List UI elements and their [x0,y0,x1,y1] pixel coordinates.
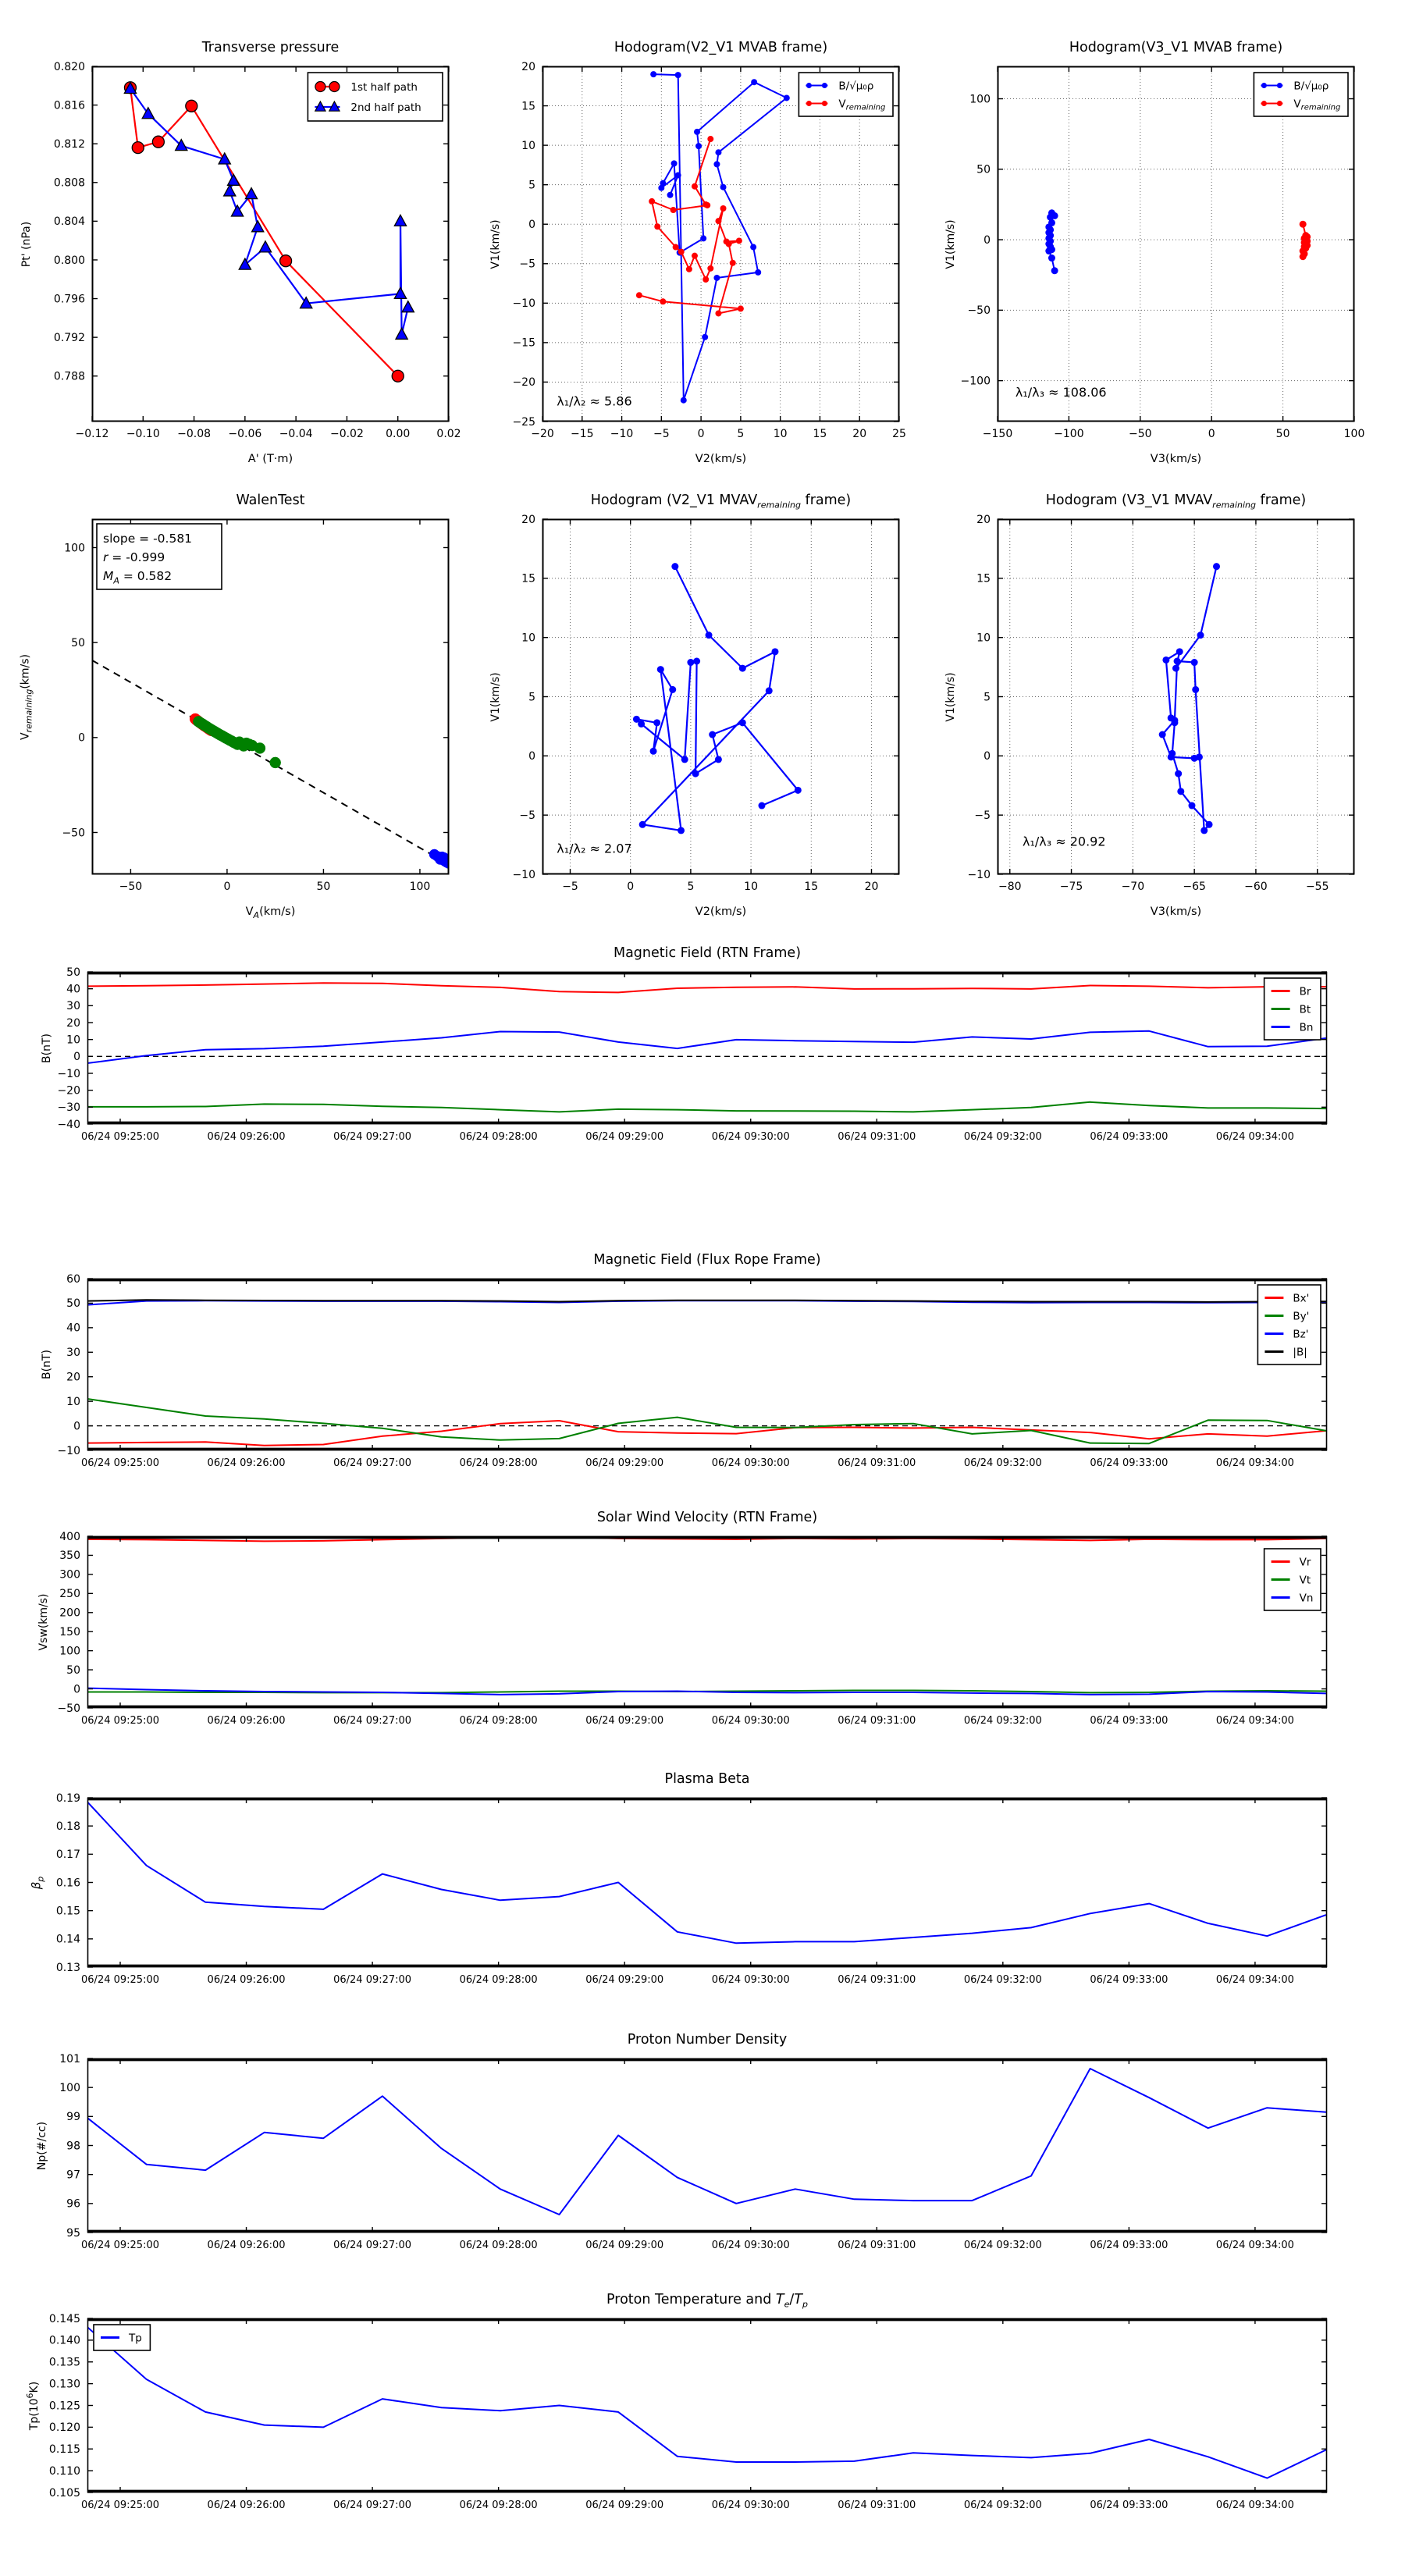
svg-text:5: 5 [528,179,535,192]
plot-area [967,513,1354,893]
svg-text:06/24 09:31:00: 06/24 09:31:00 [838,1974,916,1986]
svg-text:−20: −20 [512,376,535,390]
svg-text:0.02: 0.02 [436,428,461,440]
svg-text:0.17: 0.17 [55,1848,80,1862]
svg-text:20: 20 [864,881,879,893]
svg-text:Vt: Vt [1299,1574,1311,1587]
svg-text:06/24 09:29:00: 06/24 09:29:00 [585,1457,664,1469]
svg-text:0.140: 0.140 [48,2334,80,2347]
svg-text:MA = 0.582: $M_A = 0.582$ [103,569,173,586]
svg-text:06/24 09:31:00: 06/24 09:31:00 [838,1715,916,1727]
proton-density-plot [36,2032,1327,2251]
svg-text:06/24 09:34:00: 06/24 09:34:00 [1215,2240,1294,2251]
svg-text:350: 350 [59,1550,80,1563]
svg-text:−55: −55 [1305,881,1329,893]
x-axis-label: A' (T·m) [247,453,293,465]
svg-text:10: 10 [521,632,535,645]
svg-text:Bz': Bz' [1293,1328,1309,1341]
y-axis-label: B(nT) [41,1350,53,1379]
svg-text:06/24 09:28:00: 06/24 09:28:00 [459,1457,538,1469]
svg-text:−70: −70 [1121,881,1145,893]
svg-text:0.115: 0.115 [48,2443,80,2457]
svg-text:0.18: 0.18 [55,1820,80,1833]
svg-text:06/24 09:33:00: 06/24 09:33:00 [1090,1457,1168,1469]
svg-text:100: 100 [59,2081,80,2094]
svg-text:06/24 09:31:00: 06/24 09:31:00 [838,2240,916,2251]
svg-text:06/24 09:31:00: 06/24 09:31:00 [838,2500,916,2511]
walen-test-plot [19,493,449,920]
hodogram-v2v1-mvav-plot [489,493,899,918]
svg-text:300: 300 [59,1568,80,1582]
svg-text:−60: −60 [1244,881,1268,893]
y-axis-label: V1(km/s) [489,671,502,722]
svg-text:0.120: 0.120 [48,2421,80,2435]
svg-text:0.13: 0.13 [55,1961,80,1974]
svg-text:−5: −5 [519,258,535,271]
svg-text:06/24 09:25:00: 06/24 09:25:00 [81,1131,159,1143]
solar-wind-velocity-plot [37,1510,1327,1727]
svg-text:−50: −50 [967,304,991,318]
svg-text:06/24 09:34:00: 06/24 09:34:00 [1215,1715,1294,1727]
svg-text:06/24 09:31:00: 06/24 09:31:00 [838,1131,916,1143]
svg-text:−5: −5 [562,881,578,893]
svg-text:λ₁/λ₂ ≈ 2.07: λ₁/λ₂ ≈ 2.07 [557,841,632,856]
svg-text:06/24 09:27:00: 06/24 09:27:00 [333,1974,412,1986]
svg-text:Vn: Vn [1299,1592,1314,1605]
svg-text:5: 5 [984,691,991,704]
svg-text:96: 96 [66,2197,80,2211]
svg-text:06/24 09:30:00: 06/24 09:30:00 [711,1131,790,1143]
svg-text:Tp: Tp [129,2332,142,2345]
svg-text:1st half path: 1st half path [350,80,418,94]
plot-area [57,966,1327,1143]
svg-text:−0.06: −0.06 [228,428,262,440]
plot-area [960,66,1365,440]
svg-text:50: 50 [1275,428,1290,440]
hodogram-v3v1-mvav-plot [944,493,1354,918]
svg-text:−10: −10 [57,1444,80,1457]
svg-text:99: 99 [66,2111,80,2124]
svg-text:B/√μ₀ρ: B/√μ₀ρ [1293,80,1329,93]
svg-text:0: 0 [1208,428,1215,440]
svg-text:−10: −10 [610,428,634,440]
svg-text:15: 15 [804,881,819,893]
svg-text:λ₁/λ₃ ≈ 108.06: λ₁/λ₃ ≈ 108.06 [1015,385,1107,400]
svg-text:Bn: Bn [1299,1021,1314,1034]
y-axis-label: V1(km/s) [944,671,957,722]
svg-text:0.14: 0.14 [55,1933,80,1946]
x-axis-label: $V_A(km/s)$ [245,906,296,920]
svg-text:100: 100 [409,881,431,893]
svg-text:0: 0 [627,881,635,893]
svg-text:06/24 09:29:00: 06/24 09:29:00 [585,2240,664,2251]
svg-text:06/24 09:28:00: 06/24 09:28:00 [459,2500,538,2511]
y-axis-label: B(nT) [41,1033,53,1063]
svg-text:0.135: 0.135 [48,2356,80,2369]
svg-text:97: 97 [66,2169,80,2182]
svg-text:20: 20 [66,1016,80,1030]
svg-text:06/24 09:25:00: 06/24 09:25:00 [81,1715,159,1727]
svg-text:06/24 09:32:00: 06/24 09:32:00 [963,1457,1042,1469]
svg-text:−10: −10 [512,297,535,311]
svg-text:06/24 09:30:00: 06/24 09:30:00 [711,1974,790,1986]
plot-area [55,1791,1327,1986]
svg-text:0.00: 0.00 [386,428,411,440]
svg-text:20: 20 [852,428,867,440]
svg-text:0.16: 0.16 [55,1877,80,1890]
proton-temperature-plot [25,2292,1327,2511]
svg-text:60: 60 [66,1272,80,1286]
svg-text:40: 40 [66,983,80,996]
svg-text:0: 0 [78,731,85,745]
svg-text:06/24 09:26:00: 06/24 09:26:00 [207,1974,286,1986]
svg-text:−10: −10 [512,868,535,881]
svg-text:0: 0 [528,750,535,763]
svg-text:Bx': Bx' [1293,1292,1310,1305]
svg-text:06/24 09:32:00: 06/24 09:32:00 [963,1974,1042,1986]
plasma-beta-plot [29,1771,1327,1986]
svg-text:06/24 09:28:00: 06/24 09:28:00 [459,1715,538,1727]
svg-text:B/√μ₀ρ: B/√μ₀ρ [838,80,874,93]
plot-title: Hodogram(V2_V1 MVAB frame) [614,40,828,55]
svg-text:−80: −80 [998,881,1022,893]
svg-text:−15: −15 [512,336,535,350]
svg-text:−0.12: −0.12 [75,428,109,440]
svg-text:06/24 09:30:00: 06/24 09:30:00 [711,1457,790,1469]
svg-text:06/24 09:32:00: 06/24 09:32:00 [963,2500,1042,2511]
svg-text:−0.08: −0.08 [177,428,212,440]
x-axis-label: V3(km/s) [1150,906,1202,918]
svg-text:0.788: 0.788 [53,370,85,383]
svg-text:30: 30 [66,1000,80,1013]
svg-text:06/24 09:30:00: 06/24 09:30:00 [711,2500,790,2511]
svg-text:0.796: 0.796 [53,293,85,306]
svg-text:06/24 09:25:00: 06/24 09:25:00 [81,2240,159,2251]
svg-text:Bt: Bt [1299,1003,1311,1016]
svg-text:20: 20 [521,513,535,526]
svg-text:50: 50 [66,1663,80,1677]
svg-text:06/24 09:25:00: 06/24 09:25:00 [81,1457,159,1469]
svg-text:20: 20 [521,60,535,73]
y-axis-label: V1(km/s) [489,219,502,269]
svg-text:0.808: 0.808 [53,176,85,190]
plot-area [57,1272,1327,1469]
plot-title: Magnetic Field (RTN Frame) [613,945,802,961]
svg-text:06/24 09:28:00: 06/24 09:28:00 [459,2240,538,2251]
plot-area [59,2052,1327,2251]
svg-text:0.812: 0.812 [53,137,85,151]
svg-text:50: 50 [66,1297,80,1311]
svg-text:06/24 09:32:00: 06/24 09:32:00 [963,1715,1042,1727]
svg-text:5: 5 [687,881,695,893]
svg-text:06/24 09:29:00: 06/24 09:29:00 [585,1715,664,1727]
svg-text:06/24 09:31:00: 06/24 09:31:00 [838,1457,916,1469]
svg-text:r = -0.999: r = -0.999 [103,550,165,564]
svg-text:−5: −5 [653,428,670,440]
svg-text:250: 250 [59,1588,80,1601]
plot-area [512,513,899,893]
plot-title: Hodogram (V3_V1 $MVAV_{remaining}$ frame) [1045,493,1307,511]
svg-text:−10: −10 [57,1067,80,1080]
svg-text:−5: −5 [974,809,991,822]
svg-text:06/24 09:26:00: 06/24 09:26:00 [207,2240,286,2251]
svg-text:06/24 09:33:00: 06/24 09:33:00 [1090,2240,1168,2251]
plot-area [62,519,449,893]
y-axis-label: $V_{remaining}(km/s)$ [19,653,34,740]
svg-text:15: 15 [521,572,535,585]
plot-area [512,60,906,440]
svg-text:06/24 09:27:00: 06/24 09:27:00 [333,2500,412,2511]
svg-text:By': By' [1293,1310,1310,1323]
svg-text:10: 10 [521,139,535,152]
svg-text:10: 10 [773,428,788,440]
plot-title: Plasma Beta [664,1771,750,1787]
svg-text:06/24 09:29:00: 06/24 09:29:00 [585,2500,664,2511]
svg-text:−20: −20 [531,428,554,440]
svg-text:−100: −100 [1054,428,1084,440]
svg-text:50: 50 [976,163,991,176]
svg-text:06/24 09:33:00: 06/24 09:33:00 [1090,2500,1168,2511]
svg-text:−100: −100 [960,375,991,388]
svg-text:0: 0 [984,750,991,763]
plot-area [53,60,461,440]
svg-text:10: 10 [66,1395,80,1408]
svg-text:−0.02: −0.02 [329,428,364,440]
svg-text:06/24 09:34:00: 06/24 09:34:00 [1215,1131,1294,1143]
svg-text:06/24 09:28:00: 06/24 09:28:00 [459,1131,538,1143]
svg-text:06/24 09:26:00: 06/24 09:26:00 [207,1457,286,1469]
svg-text:Vremaining: $V_{remaining}$ [838,98,886,112]
svg-text:−50: −50 [62,827,85,840]
svg-text:0.15: 0.15 [55,1905,80,1918]
plot-title: Hodogram (V2_V1 $MVAV_{remaining}$ frame) [590,493,852,511]
svg-text:−65: −65 [1183,881,1206,893]
svg-text:−0.04: −0.04 [279,428,313,440]
svg-text:40: 40 [66,1322,80,1335]
plot-title: Proton Number Density [627,2032,788,2048]
svg-text:20: 20 [976,513,991,526]
svg-text:−75: −75 [1059,881,1083,893]
svg-text:200: 200 [59,1606,80,1620]
svg-text:λ₁/λ₂ ≈ 5.86: λ₁/λ₂ ≈ 5.86 [557,393,632,409]
svg-text:06/24 09:30:00: 06/24 09:30:00 [711,2240,790,2251]
svg-text:06/24 09:29:00: 06/24 09:29:00 [585,1974,664,1986]
svg-text:15: 15 [521,100,535,113]
svg-text:06/24 09:33:00: 06/24 09:33:00 [1090,1131,1168,1143]
svg-text:150: 150 [59,1626,80,1639]
svg-text:10: 10 [744,881,759,893]
magnetic-field-flux-rope-plot [41,1252,1327,1469]
svg-text:06/24 09:27:00: 06/24 09:27:00 [333,1715,412,1727]
svg-text:−20: −20 [57,1084,80,1098]
plot-title: Magnetic Field (Flux Rope Frame) [593,1252,821,1268]
x-axis-label: V2(km/s) [695,906,747,918]
svg-text:0.804: 0.804 [53,215,85,229]
svg-text:06/24 09:32:00: 06/24 09:32:00 [963,1131,1042,1143]
plot-area [48,2312,1327,2511]
y-axis-label: Np(#/cc) [36,2121,48,2170]
svg-text:5: 5 [528,691,535,704]
x-axis-label: V3(km/s) [1150,453,1202,465]
svg-text:06/24 09:33:00: 06/24 09:33:00 [1090,1974,1168,1986]
svg-text:−50: −50 [119,881,143,893]
x-axis-label: V2(km/s) [695,453,747,465]
svg-text:100: 100 [59,1645,80,1658]
svg-text:−50: −50 [1129,428,1152,440]
svg-text:Vremaining: $V_{remaining}$ [1293,98,1341,112]
svg-text:−15: −15 [571,428,594,440]
svg-text:101: 101 [59,2052,80,2065]
svg-text:0: 0 [697,428,705,440]
svg-text:10: 10 [976,632,991,645]
svg-text:0: 0 [984,233,991,247]
svg-text:10: 10 [66,1034,80,1047]
plot-title: Proton Temperature and $T_e/T_p$ [606,2292,808,2310]
svg-text:0.105: 0.105 [48,2486,80,2500]
svg-text:slope = -0.581: slope = -0.581 [103,532,193,546]
svg-text:0.110: 0.110 [48,2464,80,2478]
svg-text:−25: −25 [512,415,535,429]
svg-text:−10: −10 [967,868,991,881]
svg-text:06/24 09:27:00: 06/24 09:27:00 [333,2240,412,2251]
svg-text:20: 20 [66,1371,80,1384]
plot-title: Solar Wind Velocity (RTN Frame) [596,1510,818,1525]
svg-text:06/24 09:32:00: 06/24 09:32:00 [963,2240,1042,2251]
svg-text:0.820: 0.820 [53,60,85,73]
svg-text:−30: −30 [57,1101,80,1115]
plot-title: Hodogram(V3_V1 MVAB frame) [1069,40,1283,55]
svg-text:06/24 09:26:00: 06/24 09:26:00 [207,2500,286,2511]
svg-text:100: 100 [1343,428,1365,440]
svg-text:0.816: 0.816 [53,99,85,112]
y-axis-label: V1(km/s) [944,219,957,269]
hodogram-v2v1-mvab-plot [489,40,906,465]
svg-text:0.130: 0.130 [48,2378,80,2391]
svg-text:06/24 09:28:00: 06/24 09:28:00 [459,1974,538,1986]
svg-text:15: 15 [976,572,991,585]
svg-text:Vr: Vr [1299,1556,1311,1569]
svg-text:25: 25 [892,428,906,440]
svg-text:0: 0 [73,1683,80,1696]
svg-text:06/24 09:25:00: 06/24 09:25:00 [81,2500,159,2511]
svg-text:50: 50 [316,881,331,893]
svg-text:95: 95 [66,2226,80,2240]
hodogram-v3v1-mvab-plot [944,40,1365,465]
svg-text:−50: −50 [57,1702,80,1715]
svg-text:30: 30 [66,1347,80,1360]
svg-text:0: 0 [73,1420,80,1433]
svg-text:2nd half path: 2nd half path [350,101,422,114]
svg-text:06/24 09:30:00: 06/24 09:30:00 [711,1715,790,1727]
svg-text:98: 98 [66,2140,80,2153]
svg-text:400: 400 [59,1530,80,1543]
svg-text:06/24 09:34:00: 06/24 09:34:00 [1215,1974,1294,1986]
svg-text:0.145: 0.145 [48,2312,80,2325]
plot-title: WalenTest [236,493,305,508]
svg-text:06/24 09:27:00: 06/24 09:27:00 [333,1457,412,1469]
svg-text:−40: −40 [57,1118,80,1131]
svg-text:|B|: |B| [1293,1346,1307,1359]
svg-text:−0.10: −0.10 [126,428,160,440]
svg-text:Br: Br [1299,985,1311,998]
y-axis-label: $\beta_p$ [29,1876,46,1889]
svg-text:06/24 09:34:00: 06/24 09:34:00 [1215,1457,1294,1469]
svg-text:100: 100 [969,93,991,106]
svg-text:06/24 09:33:00: 06/24 09:33:00 [1090,1715,1168,1727]
plot-title: Transverse pressure [201,40,340,55]
svg-text:λ₁/λ₃ ≈ 20.92: λ₁/λ₃ ≈ 20.92 [1022,834,1106,849]
svg-text:06/24 09:34:00: 06/24 09:34:00 [1215,2500,1294,2511]
svg-text:06/24 09:29:00: 06/24 09:29:00 [585,1131,664,1143]
svg-text:5: 5 [737,428,745,440]
svg-text:0.800: 0.800 [53,254,85,267]
y-axis-label: Pt' (nPa) [20,221,33,267]
svg-text:−5: −5 [519,809,535,822]
svg-text:100: 100 [64,542,85,555]
svg-text:50: 50 [66,966,80,979]
y-axis-label: Vsw(km/s) [37,1593,50,1651]
transverse-pressure-plot [20,40,461,465]
svg-text:06/24 09:26:00: 06/24 09:26:00 [207,1131,286,1143]
svg-text:06/24 09:26:00: 06/24 09:26:00 [207,1715,286,1727]
y-axis-label: $Tp(10^6K)$ [25,2381,41,2430]
svg-text:−150: −150 [982,428,1013,440]
svg-text:0.125: 0.125 [48,2400,80,2413]
svg-text:0: 0 [73,1051,80,1064]
svg-text:50: 50 [71,636,85,649]
svg-text:06/24 09:25:00: 06/24 09:25:00 [81,1974,159,1986]
svg-text:0: 0 [528,219,535,232]
svg-text:0.19: 0.19 [55,1791,80,1805]
svg-text:06/24 09:27:00: 06/24 09:27:00 [333,1131,412,1143]
svg-text:0.792: 0.792 [53,331,85,344]
svg-text:15: 15 [813,428,827,440]
svg-text:0: 0 [223,881,231,893]
plot-area [57,1530,1327,1727]
magnetic-field-rtn-plot [41,945,1327,1143]
